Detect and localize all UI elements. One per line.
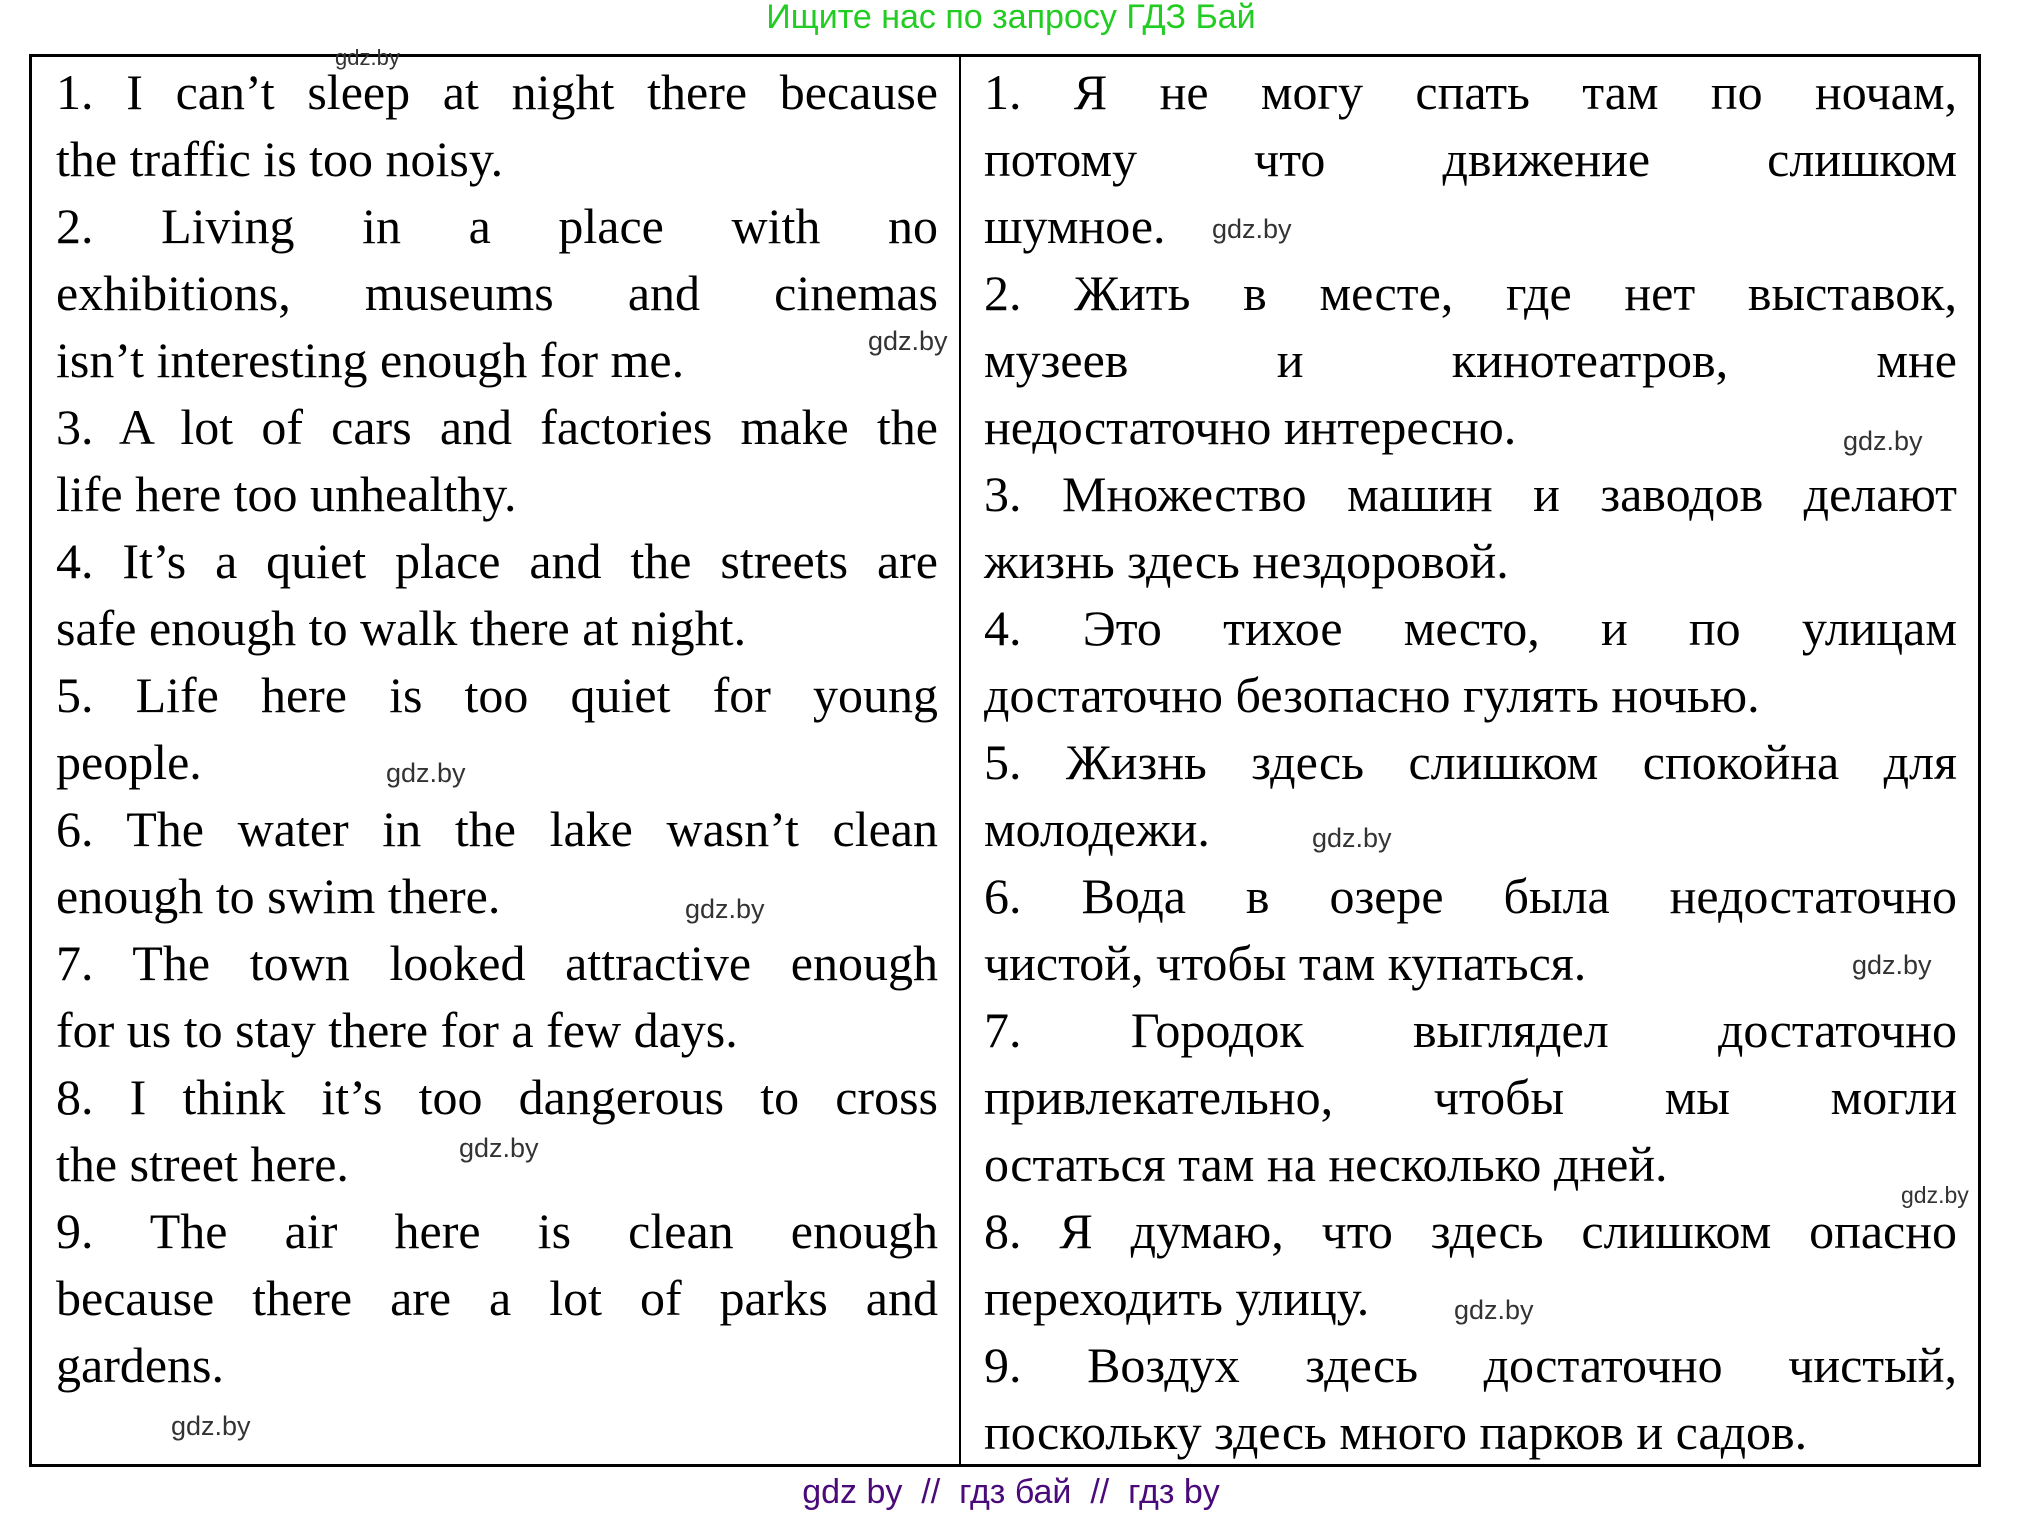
answer-line: people. — [56, 734, 202, 790]
answer-line: isn’t interesting enough for me. — [56, 332, 685, 388]
watermark: gdz.by — [459, 1133, 539, 1163]
answer-item — [56, 1198, 938, 1399]
answer-line: 3. Множество машин и заводов делают — [984, 466, 1957, 522]
answer-item — [56, 59, 938, 193]
answer-item — [984, 997, 1957, 1198]
answer-line: 4. Это тихое место, и по улицам — [984, 600, 1957, 656]
watermark: gdz.by — [335, 45, 400, 70]
answer-line: недостаточно интересно. — [984, 399, 1517, 455]
search-hint-banner: Ищите нас по запросу ГДЗ Бай — [766, 0, 1256, 36]
answer-line: 5. Life here is too quiet for young — [56, 667, 938, 723]
answer-line: молодежи. — [984, 801, 1210, 857]
answer-item — [984, 1332, 1957, 1466]
answer-line: 4. It’s a quiet place and the streets are — [56, 533, 938, 589]
answer-line: поскольку здесь много парков и садов. — [984, 1404, 1808, 1460]
answer-line: 3. A lot of cars and factories make the — [56, 399, 938, 455]
answer-line: gardens. — [56, 1337, 224, 1393]
answer-line: шумное. — [984, 198, 1166, 254]
answer-line: 7. The town looked attractive enough — [56, 935, 938, 991]
watermark: gdz.by — [685, 894, 765, 924]
answer-line: 1. Я не могу спать там по ночам, — [984, 64, 1957, 120]
watermark: gdz.by — [1901, 1182, 1969, 1208]
answer-item — [56, 796, 938, 930]
answer-line: 9. Воздух здесь достаточно чистый, — [984, 1337, 1957, 1393]
answer-line: чистой, чтобы там купаться. — [984, 935, 1587, 991]
answer-line: достаточно безопасно гулять ночью. — [984, 667, 1760, 723]
answer-line: because there are a lot of parks and — [56, 1270, 938, 1326]
answer-line: 2. Living in a place with no — [56, 198, 938, 254]
site-footer-links: gdz by // гдз бай // гдз by — [802, 1473, 1220, 1511]
answer-item — [56, 930, 938, 1064]
answer-line: enough to swim there. — [56, 868, 501, 924]
answer-line: the traffic is too noisy. — [56, 131, 504, 187]
answer-item — [984, 729, 1957, 863]
answer-line: переходить улицу. — [984, 1270, 1370, 1326]
column-divider — [959, 57, 961, 1464]
answer-line: 6. Вода в озере была недостаточно — [984, 868, 1957, 924]
answer-table — [29, 54, 1981, 1467]
answer-line: 8. I think it’s too dangerous to cross — [56, 1069, 938, 1125]
english-column — [56, 59, 938, 1399]
answer-line: жизнь здесь нездоровой. — [984, 533, 1509, 589]
answer-line: 1. I can’t sleep at night there because — [56, 64, 938, 120]
watermark: gdz.by — [1852, 950, 1932, 980]
answer-line: the street here. — [56, 1136, 349, 1192]
answer-line: потому что движение слишком — [984, 131, 1957, 187]
answer-line: 2. Жить в месте, где нет выставок, — [984, 265, 1957, 321]
answer-item — [56, 193, 938, 394]
answer-line: 7. Городок выглядел достаточно — [984, 1002, 1957, 1058]
answer-item — [984, 59, 1957, 260]
watermark: gdz.by — [386, 758, 466, 788]
watermark: gdz.by — [1212, 214, 1292, 244]
watermark: gdz.by — [1312, 823, 1392, 853]
answer-line: остаться там на несколько дней. — [984, 1136, 1668, 1192]
russian-column — [984, 59, 1957, 1466]
answer-item — [56, 528, 938, 662]
answer-line: exhibitions, museums and cinemas — [56, 265, 938, 321]
answer-item — [984, 461, 1957, 595]
answer-line: life here too unhealthy. — [56, 466, 517, 522]
answer-line: музеев и кинотеатров, мне — [984, 332, 1957, 388]
answer-line: safe enough to walk there at night. — [56, 600, 747, 656]
answer-item — [56, 394, 938, 528]
answer-line: 9. The air here is clean enough — [56, 1203, 938, 1259]
answer-line: 8. Я думаю, что здесь слишком опасно — [984, 1203, 1957, 1259]
answer-item — [56, 662, 938, 796]
answer-line: 5. Жизнь здесь слишком спокойна для — [984, 734, 1957, 790]
answer-line: 6. The water in the lake wasn’t clean — [56, 801, 938, 857]
watermark: gdz.by — [868, 326, 948, 356]
watermark: gdz.by — [1843, 426, 1923, 456]
watermark: gdz.by — [1454, 1295, 1534, 1325]
answer-line: привлекательно, чтобы мы могли — [984, 1069, 1957, 1125]
answer-item — [56, 1064, 938, 1198]
answer-item — [984, 260, 1957, 461]
answer-item — [984, 595, 1957, 729]
answer-line: for us to stay there for a few days. — [56, 1002, 738, 1058]
answer-item — [984, 863, 1957, 997]
watermark: gdz.by — [171, 1411, 251, 1441]
